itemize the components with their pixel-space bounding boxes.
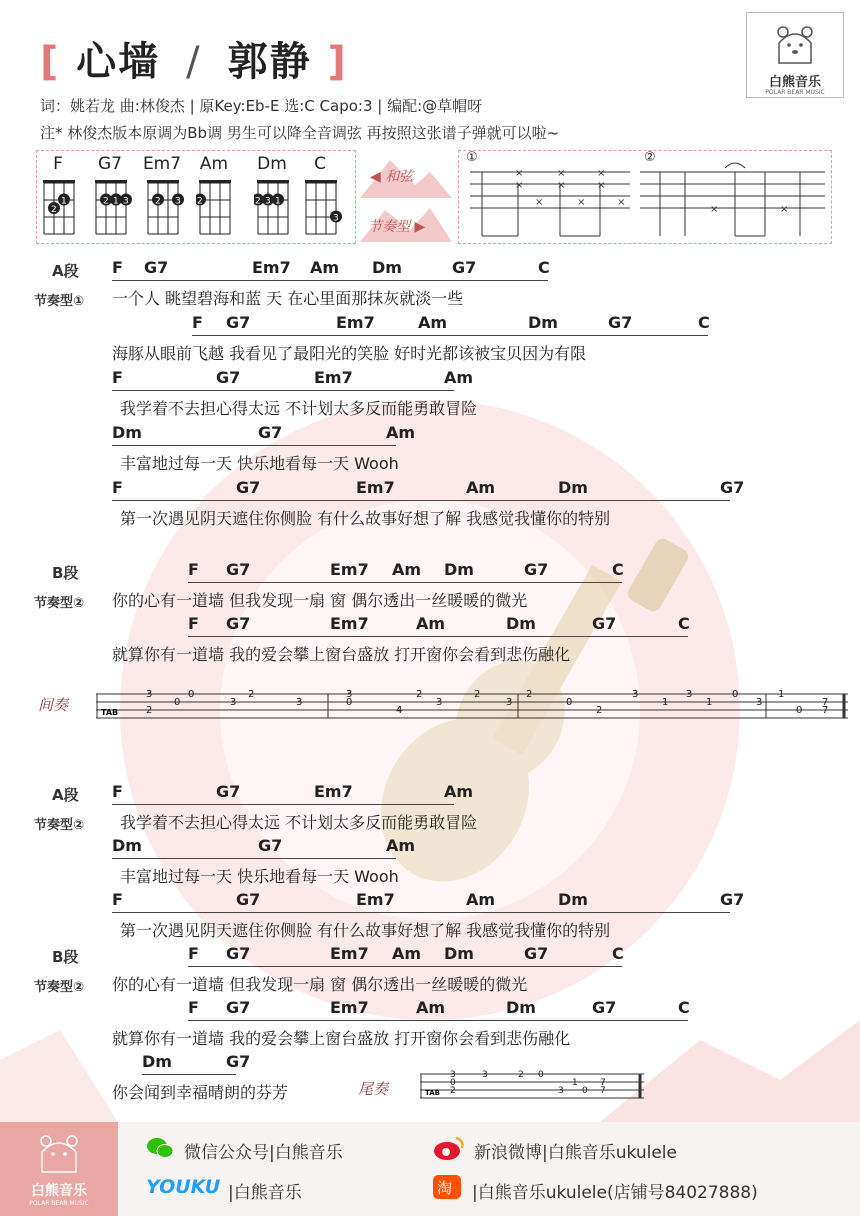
rhythm-label: 节奏型②	[34, 596, 85, 611]
lyric-line: 你的心有一道墙 但我发现一扇 窗 偶尔透出一丝暖暖的微光	[112, 975, 528, 994]
tab-fret-number: 1	[706, 697, 713, 708]
chord-symbol: Dm	[444, 560, 474, 579]
chord-symbol: G7	[236, 478, 261, 497]
chord-symbol: G7	[226, 1052, 251, 1071]
youku-account[interactable]: |白熊音乐	[228, 1183, 302, 1203]
chord-underline	[142, 1074, 236, 1075]
tab-fret-number: 3	[756, 697, 763, 708]
lyric-line: 丰富地过每一天 快乐地看每一天 Wooh	[120, 454, 399, 473]
chord-underline	[188, 636, 688, 637]
chord-symbol: G7	[452, 258, 477, 277]
tab-fret-number: 7	[822, 697, 829, 708]
chord-symbol: Em7	[330, 560, 369, 579]
tab-fret-number: 7	[600, 1078, 606, 1088]
chord-symbol: Am	[310, 258, 340, 277]
chord-symbol: Em7	[314, 368, 353, 387]
tab-fret-number: 1	[572, 1078, 578, 1088]
svg-text:×: ×	[557, 180, 566, 191]
chord-symbol: G7	[216, 782, 241, 801]
chord-symbol: Am	[466, 478, 496, 497]
chord-symbol: Em7	[330, 944, 369, 963]
chord-diagram-name: Am	[199, 154, 229, 174]
title-bracket-right: ]	[327, 39, 348, 85]
outro-tab-clef: TAB	[425, 1089, 440, 1097]
tab-fret-number: 2	[596, 705, 603, 716]
lyric-line: 就算你有一道墙 我的爱会攀上窗台盛放 打开窗你会看到悲伤融化	[112, 1029, 571, 1048]
svg-text:×: ×	[617, 197, 626, 208]
chord-diagram	[144, 178, 188, 238]
chord-underline	[188, 582, 622, 583]
chord-symbol: C	[678, 614, 690, 633]
tab-fret-number: 2	[248, 689, 255, 700]
chord-symbol: G7	[258, 423, 283, 442]
tab-fret-number: 2	[526, 689, 533, 700]
svg-text:3: 3	[333, 213, 339, 224]
svg-text:2: 2	[155, 196, 161, 207]
tab-fret-number: 3	[686, 689, 693, 700]
lyric-line: 一个人 眺望碧海和蓝 天 在心里面那抹灰就淡一些	[112, 289, 464, 308]
interlude-tab	[96, 684, 848, 744]
chord-symbol: G7	[608, 313, 633, 332]
outro-tag: 尾奏	[358, 1080, 389, 1098]
tab-fret-number: 3	[146, 689, 153, 700]
tab-fret-number: 0	[450, 1078, 456, 1088]
chord-symbol: Dm	[372, 258, 402, 277]
weibo-icon	[432, 1134, 466, 1166]
tab-fret-number: 7	[600, 1086, 606, 1096]
tab-fret-number: 1	[662, 697, 669, 708]
chord-symbol: Am	[444, 368, 474, 387]
svg-text:×: ×	[535, 197, 544, 208]
chord-diagram-name: C	[314, 154, 326, 174]
chord-underline	[112, 858, 396, 859]
tab-fret-number: 0	[582, 1086, 588, 1096]
lyric-line: 你会闻到幸福晴朗的芬芳	[112, 1083, 289, 1102]
section-label: A段	[52, 262, 79, 280]
rhythm-tag: 节奏型 ▶	[368, 219, 426, 235]
svg-text:×: ×	[780, 204, 789, 215]
chord-symbol: F	[192, 313, 203, 332]
tab-fret-number: 3	[436, 697, 443, 708]
chord-underline	[112, 500, 730, 501]
note-line: 注* 林俊杰版本原调为Bb调 男生可以降全音调弦 再按照这张谱子弹就可以啦~	[40, 124, 560, 142]
chord-diagram-name: Em7	[142, 154, 182, 174]
tab-fret-number: 3	[632, 689, 639, 700]
chord-symbol: G7	[226, 313, 251, 332]
rhythm-pattern-notation	[470, 160, 825, 240]
svg-text:3: 3	[123, 196, 129, 207]
lyric-line: 第一次遇见阴天遮住你侧脸 有什么故事好想了解 我感觉我懂你的特别	[120, 509, 611, 528]
rhythm-pattern-1-label: ①	[466, 150, 478, 165]
svg-text:2: 2	[197, 196, 203, 207]
chord-underline	[112, 912, 730, 913]
logo-name: 白熊音乐	[768, 75, 821, 90]
section-label: A段	[52, 786, 79, 804]
tab-fret-number: 3	[230, 697, 237, 708]
chord-symbol: C	[612, 944, 624, 963]
chord-symbol: Am	[386, 836, 416, 855]
chord-symbol: F	[188, 560, 199, 579]
chord-symbol: Am	[444, 782, 474, 801]
tab-fret-number: 1	[778, 689, 785, 700]
title-separator: /	[186, 39, 202, 85]
rhythm-label: 节奏型①	[34, 294, 85, 309]
tab-fret-number: 2	[146, 705, 153, 716]
wechat-account[interactable]: 微信公众号|白熊音乐	[184, 1143, 343, 1163]
tab-fret-number: 3	[450, 1070, 456, 1080]
svg-text:×: ×	[557, 168, 566, 179]
chord-symbol: G7	[226, 560, 251, 579]
tab-fret-number: 0	[188, 689, 195, 700]
svg-text:3: 3	[175, 196, 181, 207]
svg-text:×: ×	[515, 180, 524, 191]
chord-symbol: Em7	[336, 313, 375, 332]
svg-text:×: ×	[710, 204, 719, 215]
section-label: B段	[52, 564, 79, 582]
interlude-tag: 间奏	[38, 696, 69, 714]
svg-text:2: 2	[103, 196, 109, 207]
chord-underline	[112, 390, 454, 391]
chord-symbol: F	[188, 944, 199, 963]
chord-symbol: G7	[226, 998, 251, 1017]
chord-symbol: G7	[592, 998, 617, 1017]
chord-symbol: F	[188, 998, 199, 1017]
polar-bear-icon	[775, 23, 815, 65]
artist-name: 郭静	[227, 39, 312, 85]
chord-symbol: G7	[524, 560, 549, 579]
svg-text:2: 2	[255, 196, 261, 207]
chord-symbol: Am	[418, 313, 448, 332]
chord-symbol: Em7	[356, 478, 395, 497]
chord-symbol: G7	[226, 614, 251, 633]
chord-symbol: G7	[524, 944, 549, 963]
rhythm-pattern-2-label: ②	[644, 150, 656, 165]
tab-fret-number: 0	[566, 697, 573, 708]
chord-symbol: C	[698, 313, 710, 332]
chord-symbol: Dm	[528, 313, 558, 332]
chord-diagram-name: G7	[98, 154, 122, 174]
chord-underline	[112, 445, 396, 446]
tab-fret-number: 0	[796, 705, 803, 716]
rhythm-label: 节奏型②	[34, 818, 85, 833]
tab-fret-number: 3	[506, 697, 513, 708]
logo-subtitle: POLAR BEAR MUSIC	[765, 89, 825, 96]
chord-symbol: Dm	[142, 1052, 172, 1071]
chord-symbol: Em7	[314, 782, 353, 801]
chord-diagram	[254, 178, 298, 238]
footer-logo-sub: POLAR BEAR MUSIC	[29, 1200, 89, 1207]
lyric-line: 我学着不去担心得太远 不计划太多反而能勇敢冒险	[120, 399, 478, 418]
chord-underline	[112, 280, 548, 281]
outro-tab	[420, 1066, 644, 1116]
chord-symbol: Em7	[330, 614, 369, 633]
footer-logo	[0, 1122, 118, 1216]
chord-symbol: G7	[592, 614, 617, 633]
rhythm-label: 节奏型②	[34, 980, 85, 995]
tab-fret-number: 2	[474, 689, 481, 700]
chord-symbol: Dm	[506, 998, 536, 1017]
chord-symbol: C	[538, 258, 550, 277]
chord-symbol: G7	[258, 836, 283, 855]
chord-symbol: Dm	[444, 944, 474, 963]
chord-underline	[188, 1020, 688, 1021]
chord-tag: ◀ 和弦	[370, 169, 414, 185]
chord-symbol: Am	[392, 560, 422, 579]
svg-text:3: 3	[265, 196, 271, 207]
chord-symbol: G7	[144, 258, 169, 277]
chord-symbol: Em7	[252, 258, 291, 277]
tab-fret-number: 4	[396, 705, 403, 716]
svg-text:1: 1	[113, 196, 119, 207]
chord-symbol: Em7	[356, 890, 395, 909]
svg-text:淘: 淘	[437, 1179, 453, 1197]
chord-symbol: G7	[720, 890, 745, 909]
tab-fret-number: 0	[732, 689, 739, 700]
chord-symbol: Am	[416, 998, 446, 1017]
wechat-icon	[146, 1136, 174, 1164]
lyric-line: 就算你有一道墙 我的爱会攀上窗台盛放 打开窗你会看到悲伤融化	[112, 645, 571, 664]
tag-panel	[360, 150, 452, 242]
chord-diagram-name: Dm	[257, 154, 287, 174]
chord-symbol: F	[112, 890, 123, 909]
chord-symbol: Dm	[506, 614, 536, 633]
chord-diagram	[302, 178, 346, 238]
tab-fret-number: 2	[450, 1086, 456, 1096]
lyric-line: 我学着不去担心得太远 不计划太多反而能勇敢冒险	[120, 813, 478, 832]
tab-fret-number: 2	[416, 689, 423, 700]
tab-fret-number: 7	[822, 705, 829, 716]
brand-logo	[746, 12, 844, 98]
chord-symbol: F	[112, 478, 123, 497]
tab-clef: TAB	[101, 708, 119, 717]
tab-fret-number: 0	[174, 697, 181, 708]
chord-symbol: Am	[392, 944, 422, 963]
chord-symbol: Dm	[112, 423, 142, 442]
chord-diagram	[196, 178, 240, 238]
lyric-line: 你的心有一道墙 但我发现一扇 窗 偶尔透出一丝暖暖的微光	[112, 591, 528, 610]
tab-fret-number: 3	[346, 689, 353, 700]
chord-symbol: G7	[720, 478, 745, 497]
song-name: 心墙	[76, 39, 161, 85]
lyric-line: 丰富地过每一天 快乐地看每一天 Wooh	[120, 867, 399, 886]
chord-symbol: G7	[226, 944, 251, 963]
chord-symbol: Am	[466, 890, 496, 909]
chord-diagram	[40, 178, 84, 238]
chord-diagram-name: F	[53, 154, 63, 174]
taobao-icon	[432, 1174, 462, 1204]
chord-symbol: F	[112, 368, 123, 387]
svg-text:×: ×	[597, 180, 606, 191]
chord-symbol: Em7	[330, 998, 369, 1017]
weibo-account[interactable]: 新浪微博|白熊音乐ukulele	[474, 1143, 677, 1163]
tab-fret-number: 3	[482, 1070, 488, 1080]
taobao-shop[interactable]: |白熊音乐ukulele(店铺号84027888)	[472, 1183, 758, 1203]
chord-symbol: F	[112, 258, 123, 277]
chord-symbol: Dm	[112, 836, 142, 855]
polar-bear-icon	[38, 1132, 80, 1174]
chord-symbol: Am	[416, 614, 446, 633]
svg-text:×: ×	[597, 168, 606, 179]
chord-symbol: F	[188, 614, 199, 633]
chord-underline	[188, 966, 622, 967]
chord-symbol: G7	[236, 890, 261, 909]
credits-line: 词：姚若龙 曲:林俊杰 | 原Key:Eb-E 选:C Capo:3 | 编配:@草帽呀	[40, 97, 483, 115]
lyric-line: 海豚从眼前飞越 我看见了最阳光的笑脸 好时光都该被宝贝因为有限	[112, 344, 587, 363]
song-title	[40, 30, 348, 87]
chord-underline	[192, 335, 708, 336]
chord-symbol: C	[678, 998, 690, 1017]
svg-text:×: ×	[515, 168, 524, 179]
lyric-line: 第一次遇见阴天遮住你侧脸 有什么故事好想了解 我感觉我懂你的特别	[120, 921, 611, 940]
svg-text:2: 2	[51, 205, 57, 215]
youku-icon: YOUKU	[146, 1176, 221, 1198]
chord-underline	[112, 804, 454, 805]
tab-fret-number: 3	[558, 1086, 564, 1096]
footer-logo-name: 白熊音乐	[31, 1183, 87, 1199]
chord-diagram	[92, 178, 136, 238]
chord-symbol: F	[112, 782, 123, 801]
tab-fret-number: 0	[538, 1070, 544, 1080]
chord-symbol: Dm	[558, 890, 588, 909]
svg-text:1: 1	[61, 196, 67, 207]
chord-symbol: G7	[216, 368, 241, 387]
tab-fret-number: 3	[296, 697, 303, 708]
chord-symbol: C	[612, 560, 624, 579]
title-bracket-left: [	[40, 39, 61, 85]
svg-text:1: 1	[275, 196, 281, 207]
chord-symbol: Dm	[558, 478, 588, 497]
section-label: B段	[52, 948, 79, 966]
tab-fret-number: 2	[518, 1070, 524, 1080]
svg-text:×: ×	[577, 197, 586, 208]
tab-fret-number: 0	[346, 697, 353, 708]
chord-symbol: Am	[386, 423, 416, 442]
